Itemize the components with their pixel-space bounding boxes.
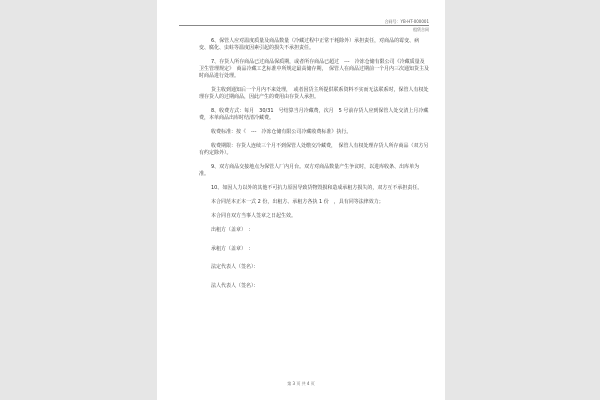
lessee-seal-line: 承租方（盖章） ： [211, 245, 254, 252]
fee-standard: 收费标准：按《 --- 冷冻仓储有限公司冷藏收费标准》执行。 [211, 129, 352, 135]
contract-number: 合同号：YB-HT-000001 [384, 19, 429, 24]
effective-clause: 本合同自双方当事人签章之日起生效。 [211, 213, 297, 219]
legal-representative-line: 法定代表人（签名）： [211, 264, 259, 270]
copies-clause: 本合同范本正本一式 2 份，出租方、承租方各执 1 份 ，具有同等法律效力； [211, 199, 384, 205]
page-number: 第 3 页 共 4 页 [287, 381, 315, 386]
lessor-seal-line: 出租方（盖章） ： [211, 227, 254, 233]
clause-8: 8、收费方式：每月 30/31 号结算当月冷藏费，次月 5 号前存货人应到保管人处交清上月冷藏费，本单商品出库时结清冷藏费。 [199, 108, 429, 121]
document-type-label: 租赁合同 [413, 27, 429, 32]
corporate-representative-line: 法人代表人（签名）： [211, 282, 259, 289]
fee-deadline: 收费期限：存货人连续三个月不到保管人处缴交冷藏费， 保管人有权处理存货人所存商品（双方另有约定除外）。 [199, 143, 429, 156]
clause-9: 9、双方商品交接地点为保管人厂内月台。双方对商品数量产生争议时，以进库收条、出库单为准。 [199, 164, 420, 177]
header-divider [179, 25, 429, 26]
clause-7-continued: 货主收到通知后一个月内不来处理， 或者因货主所提供联系资料不实而无法联系时，保管人有权处理存货人的过期商品，因此产生的费用由存货人承担。 [199, 87, 429, 100]
clause-10: 10、如因人力以外的其他不可抗力原因导致货物毁损和造成承租方损失的，双方互不承担责任。 [211, 185, 423, 191]
document-page [157, 0, 445, 400]
clause-7: 7、存货人所存商品已过商品保质期，或者所存商品已超过 --- 冷冻仓储有限公司《冷藏质量及卫生管理规定》 商品冷藏工艺标准中所规定最高储存期， 保管人在商品过期前一个月内三次通知货主及时商品进行处理。 [199, 59, 430, 79]
clause-6: 6、保管人应对温度质量及商品数量（冷藏过程中正常干耗除外）承担责任，对商品的霉变、病变、腐化、虫蛀等温度因素引起的损失不承担责任。 [199, 38, 420, 51]
document-body [199, 38, 429, 301]
